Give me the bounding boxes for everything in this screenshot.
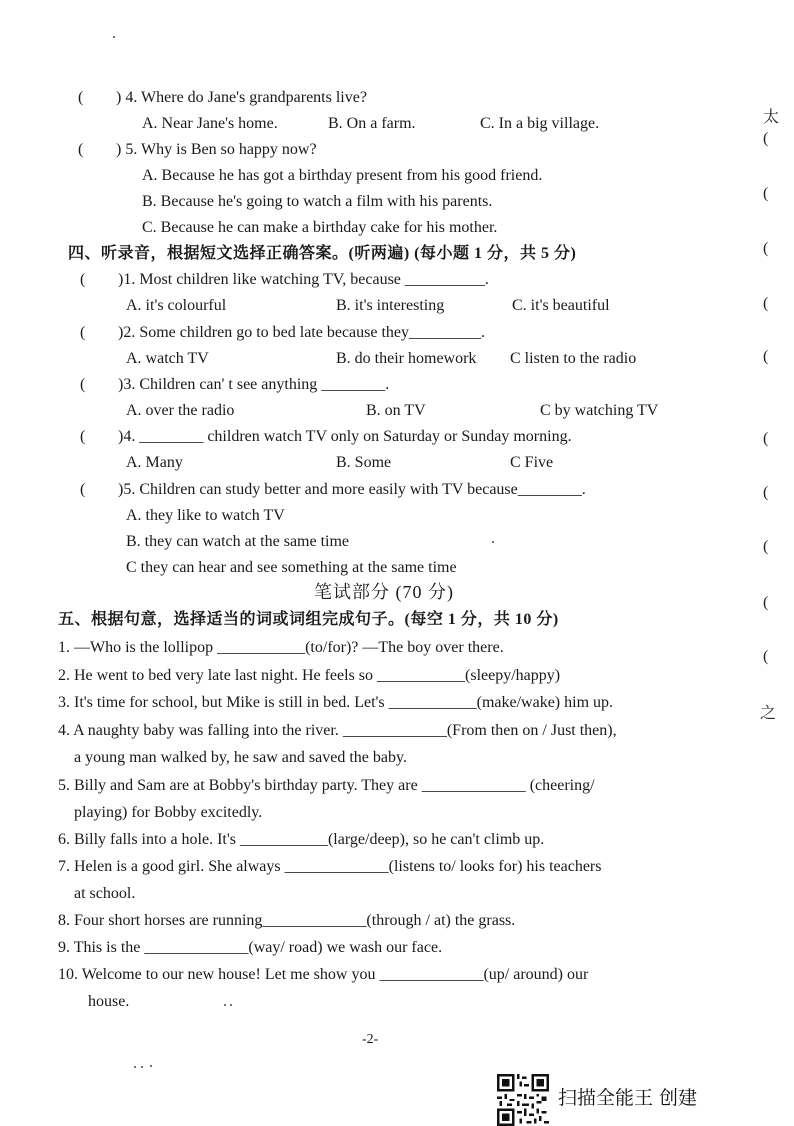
s5-line-10b: house. — [88, 993, 130, 1010]
s4-q4-option-b: B. Some — [336, 454, 392, 471]
q4-option-c: C. In a big village. — [480, 115, 600, 132]
s4-q4-paren: ( — [80, 428, 86, 445]
s4-q3-option-b: B. on TV — [366, 402, 426, 419]
margin-mark: ( — [763, 185, 769, 202]
s5-line-8: 8. Four short horses are running_____________(through / at) the grass. — [58, 912, 516, 929]
q5-close-paren: ) — [116, 141, 122, 158]
q4-close-paren: ) — [116, 89, 122, 106]
q5-paren: ( — [78, 141, 84, 158]
s4-q1-paren: ( — [80, 271, 86, 288]
s4-q3-paren: ( — [80, 376, 86, 393]
s5-line-3: 3. It's time for school, but Mike is still in bed. Let's ___________(make/wake) him up. — [58, 694, 614, 711]
s5-line-7b: at school. — [74, 885, 136, 902]
margin-mark: 之 — [760, 705, 777, 722]
s5-line-4b: a young man walked by, he saw and saved the baby. — [74, 749, 407, 766]
s4-q5-option-a: A. they like to watch TV — [126, 507, 285, 524]
q5-stem-text: 5. Why is Ben so happy now? — [125, 141, 317, 158]
s4-q4-stem: )4. ________ children watch TV only on Saturday or Sunday morning. — [118, 428, 572, 445]
s5-line-6: 6. Billy falls into a hole. It's ___________(large/deep), so he can't climb up. — [58, 831, 545, 848]
scanner-brand-label: 扫描全能王 创建 — [558, 1087, 698, 1109]
s4-q5-option-c: C they can hear and see something at the same time — [126, 559, 457, 576]
s4-q2-stem: )2. Some children go to bed late because they_________. — [118, 324, 486, 341]
written-part-title: 笔试部分 (70 分) — [314, 582, 454, 602]
q5-option-a: A. Because he has got a birthday present from his good friend. — [142, 167, 543, 184]
q4-stem-text: 4. Where do Jane's grandparents live? — [125, 89, 367, 106]
margin-mark: ( — [763, 484, 769, 501]
scan-dot — [230, 1004, 232, 1006]
s5-line-1: 1. —Who is the lollipop ___________(to/for)? —The boy over there. — [58, 639, 504, 656]
margin-mark: ( — [763, 240, 769, 257]
s4-q2-option-c: C listen to the radio — [510, 350, 637, 367]
s4-q4-option-c: C Five — [510, 454, 554, 471]
q5-option-c: C. Because he can make a birthday cake for his mother. — [142, 219, 498, 236]
qr-code-icon — [497, 1074, 549, 1126]
page-number: -2- — [362, 1032, 379, 1047]
s4-q3-option-c: C by watching TV — [540, 402, 659, 419]
margin-mark: ( — [763, 348, 769, 365]
q5-stem — [116, 140, 317, 160]
q4-option-b: B. On a farm. — [328, 115, 416, 132]
s4-q5-stem: )5. Children can study better and more easily with TV because________. — [118, 481, 586, 498]
s4-q1-stem: )1. Most children like watching TV, because __________. — [118, 271, 489, 288]
s5-line-7: 7. Helen is a good girl. She always _____________(listens to/ looks for) his teachers — [58, 858, 602, 875]
margin-mark: ( — [763, 430, 769, 447]
scan-dot — [492, 541, 494, 543]
q4-stem — [116, 88, 367, 108]
s5-line-5b: playing) for Bobby excitedly. — [74, 804, 263, 821]
s4-q1-option-c: C. it's beautiful — [512, 297, 610, 314]
s4-q2-paren: ( — [80, 324, 86, 341]
s5-line-10: 10. Welcome to our new house! Let me show you _____________(up/ around) our — [58, 966, 589, 983]
scan-dot — [113, 36, 115, 38]
q4-option-a: A. Near Jane's home. — [142, 115, 278, 132]
q4-paren: ( — [78, 89, 84, 106]
s4-q5-paren: ( — [80, 481, 86, 498]
s5-line-2: 2. He went to bed very late last night. He feels so ___________(sleepy/happy) — [58, 667, 561, 684]
s5-line-5: 5. Billy and Sam are at Bobby's birthday party. They are _____________ (cheering/ — [58, 777, 595, 794]
s4-q1-option-b: B. it's interesting — [336, 297, 445, 314]
s4-q3-option-a: A. over the radio — [126, 402, 235, 419]
s5-line-4: 4. A naughty baby was falling into the river. _____________(From then on / Just then), — [58, 722, 617, 739]
s4-q5-option-b: B. they can watch at the same time — [126, 533, 350, 550]
margin-mark: ( — [763, 538, 769, 555]
s4-q4-option-a: A. Many — [126, 454, 183, 471]
s4-q1-option-a: A. it's colourful — [126, 297, 227, 314]
scan-dot — [224, 1004, 226, 1006]
scan-dot — [134, 1066, 136, 1068]
scan-dot — [150, 1065, 152, 1067]
section4-heading: 四、听录音，根据短文选择正确答案。(听两遍) (每小题 1 分，共 5 分) — [68, 245, 577, 262]
margin-mark: ( — [763, 130, 769, 147]
s4-q3-stem: )3. Children can' t see anything ________. — [118, 376, 390, 393]
s4-q2-option-b: B. do their homework — [336, 350, 477, 367]
margin-mark: ( — [763, 648, 769, 665]
margin-mark: ( — [763, 295, 769, 312]
s4-q2-option-a: A. watch TV — [126, 350, 209, 367]
margin-mark: ( — [763, 594, 769, 611]
scan-dot — [141, 1066, 143, 1068]
s5-line-9: 9. This is the _____________(way/ road) we wash our face. — [58, 939, 443, 956]
q5-option-b: B. Because he's going to watch a film with his parents. — [142, 193, 493, 210]
section5-heading: 五、根据句意，选择适当的词或词组完成句子。(每空 1 分，共 10 分) — [58, 611, 559, 628]
margin-mark: 太 — [763, 109, 780, 126]
